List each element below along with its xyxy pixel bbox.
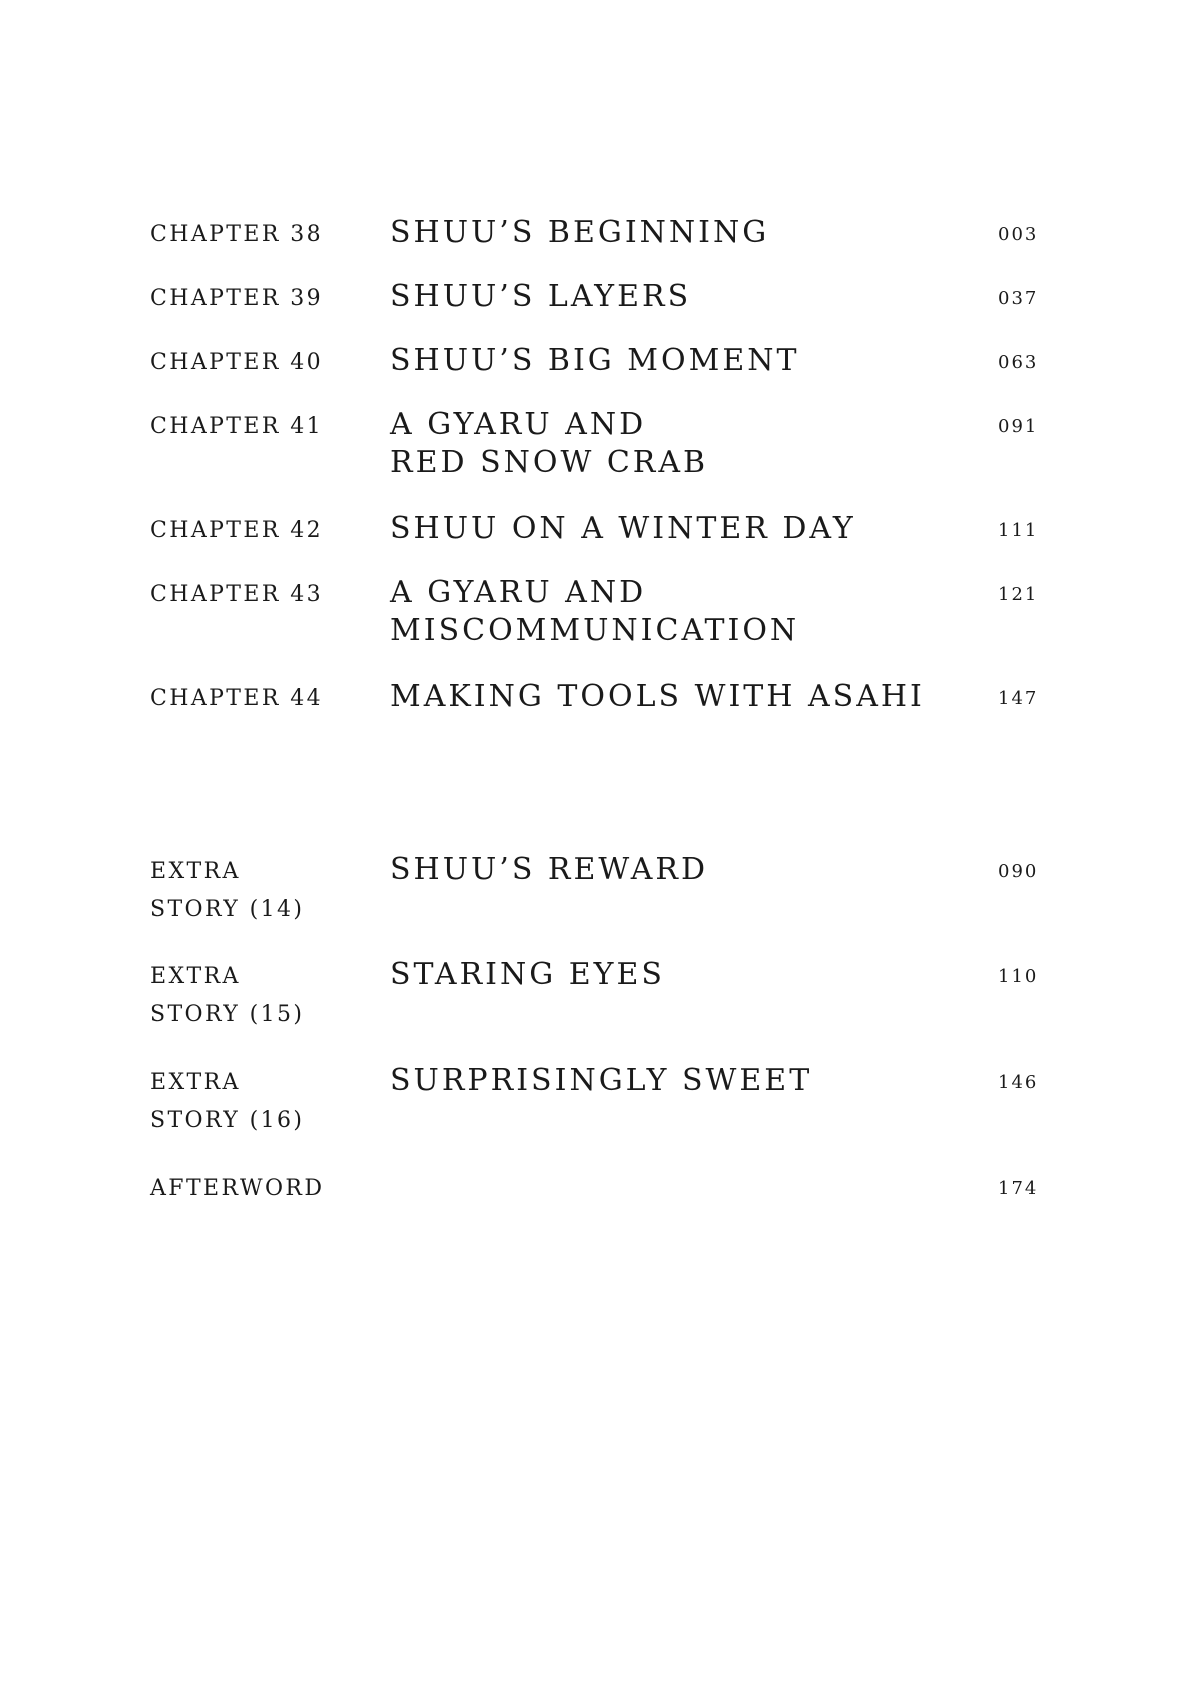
page-number: 090 xyxy=(998,861,1039,882)
chapter-title-line: A GYARU AND xyxy=(390,575,647,610)
chapter-title-line: SHUU’S BEGINNING xyxy=(390,215,770,250)
chapter-title-line: SHUU’S LAYERS xyxy=(390,279,692,314)
page-number: 037 xyxy=(998,288,1039,309)
extra-label-line: EXTRA xyxy=(150,1070,241,1095)
chapter-label: CHAPTER 40 xyxy=(150,350,323,375)
page-number: 174 xyxy=(998,1178,1039,1199)
chapter-title-line: SHUU’S BIG MOMENT xyxy=(390,343,800,378)
extra-title: SHUU’S REWARD xyxy=(390,852,709,887)
extra-label-line: STORY (15) xyxy=(150,1002,305,1027)
page-number: 147 xyxy=(998,688,1039,709)
chapter-title xyxy=(390,214,950,252)
chapter-title-line: MISCOMMUNICATION xyxy=(390,613,800,648)
chapter-title-line: MAKING TOOLS WITH ASAHI xyxy=(390,679,925,714)
chapter-title-line: A GYARU AND xyxy=(390,407,647,442)
page-number: 111 xyxy=(998,520,1039,541)
chapter-label: CHAPTER 39 xyxy=(150,286,323,311)
page-number: 091 xyxy=(998,416,1039,437)
extra-label-line: STORY (14) xyxy=(150,897,305,922)
extra-label-line: EXTRA xyxy=(150,964,241,989)
extra-title: SURPRISINGLY SWEET xyxy=(390,1063,813,1098)
extra-label xyxy=(150,958,390,1034)
chapter-title xyxy=(390,406,950,482)
chapter-label: CHAPTER 38 xyxy=(150,222,323,247)
extra-label-line: STORY (16) xyxy=(150,1108,305,1133)
chapter-label: CHAPTER 44 xyxy=(150,686,323,711)
chapter-title-line: RED SNOW CRAB xyxy=(390,445,709,480)
afterword-label: AFTERWORD xyxy=(150,1176,325,1201)
chapter-label: CHAPTER 42 xyxy=(150,518,323,543)
extra-title: STARING EYES xyxy=(390,957,665,992)
page-number: 063 xyxy=(998,352,1039,373)
chapter-title xyxy=(390,278,950,316)
chapter-title xyxy=(390,342,950,380)
extra-label xyxy=(150,1064,390,1140)
page-number: 121 xyxy=(998,584,1039,605)
page-number: 146 xyxy=(998,1072,1039,1093)
chapter-label: CHAPTER 41 xyxy=(150,414,323,439)
extra-label xyxy=(150,853,390,929)
chapter-title xyxy=(390,678,950,716)
chapter-label: CHAPTER 43 xyxy=(150,582,323,607)
page-number: 003 xyxy=(998,224,1039,245)
chapter-title xyxy=(390,574,950,650)
page-number: 110 xyxy=(998,966,1039,987)
chapter-title xyxy=(390,510,950,548)
chapter-title-line: SHUU ON A WINTER DAY xyxy=(390,511,856,546)
extra-label-line: EXTRA xyxy=(150,859,241,884)
